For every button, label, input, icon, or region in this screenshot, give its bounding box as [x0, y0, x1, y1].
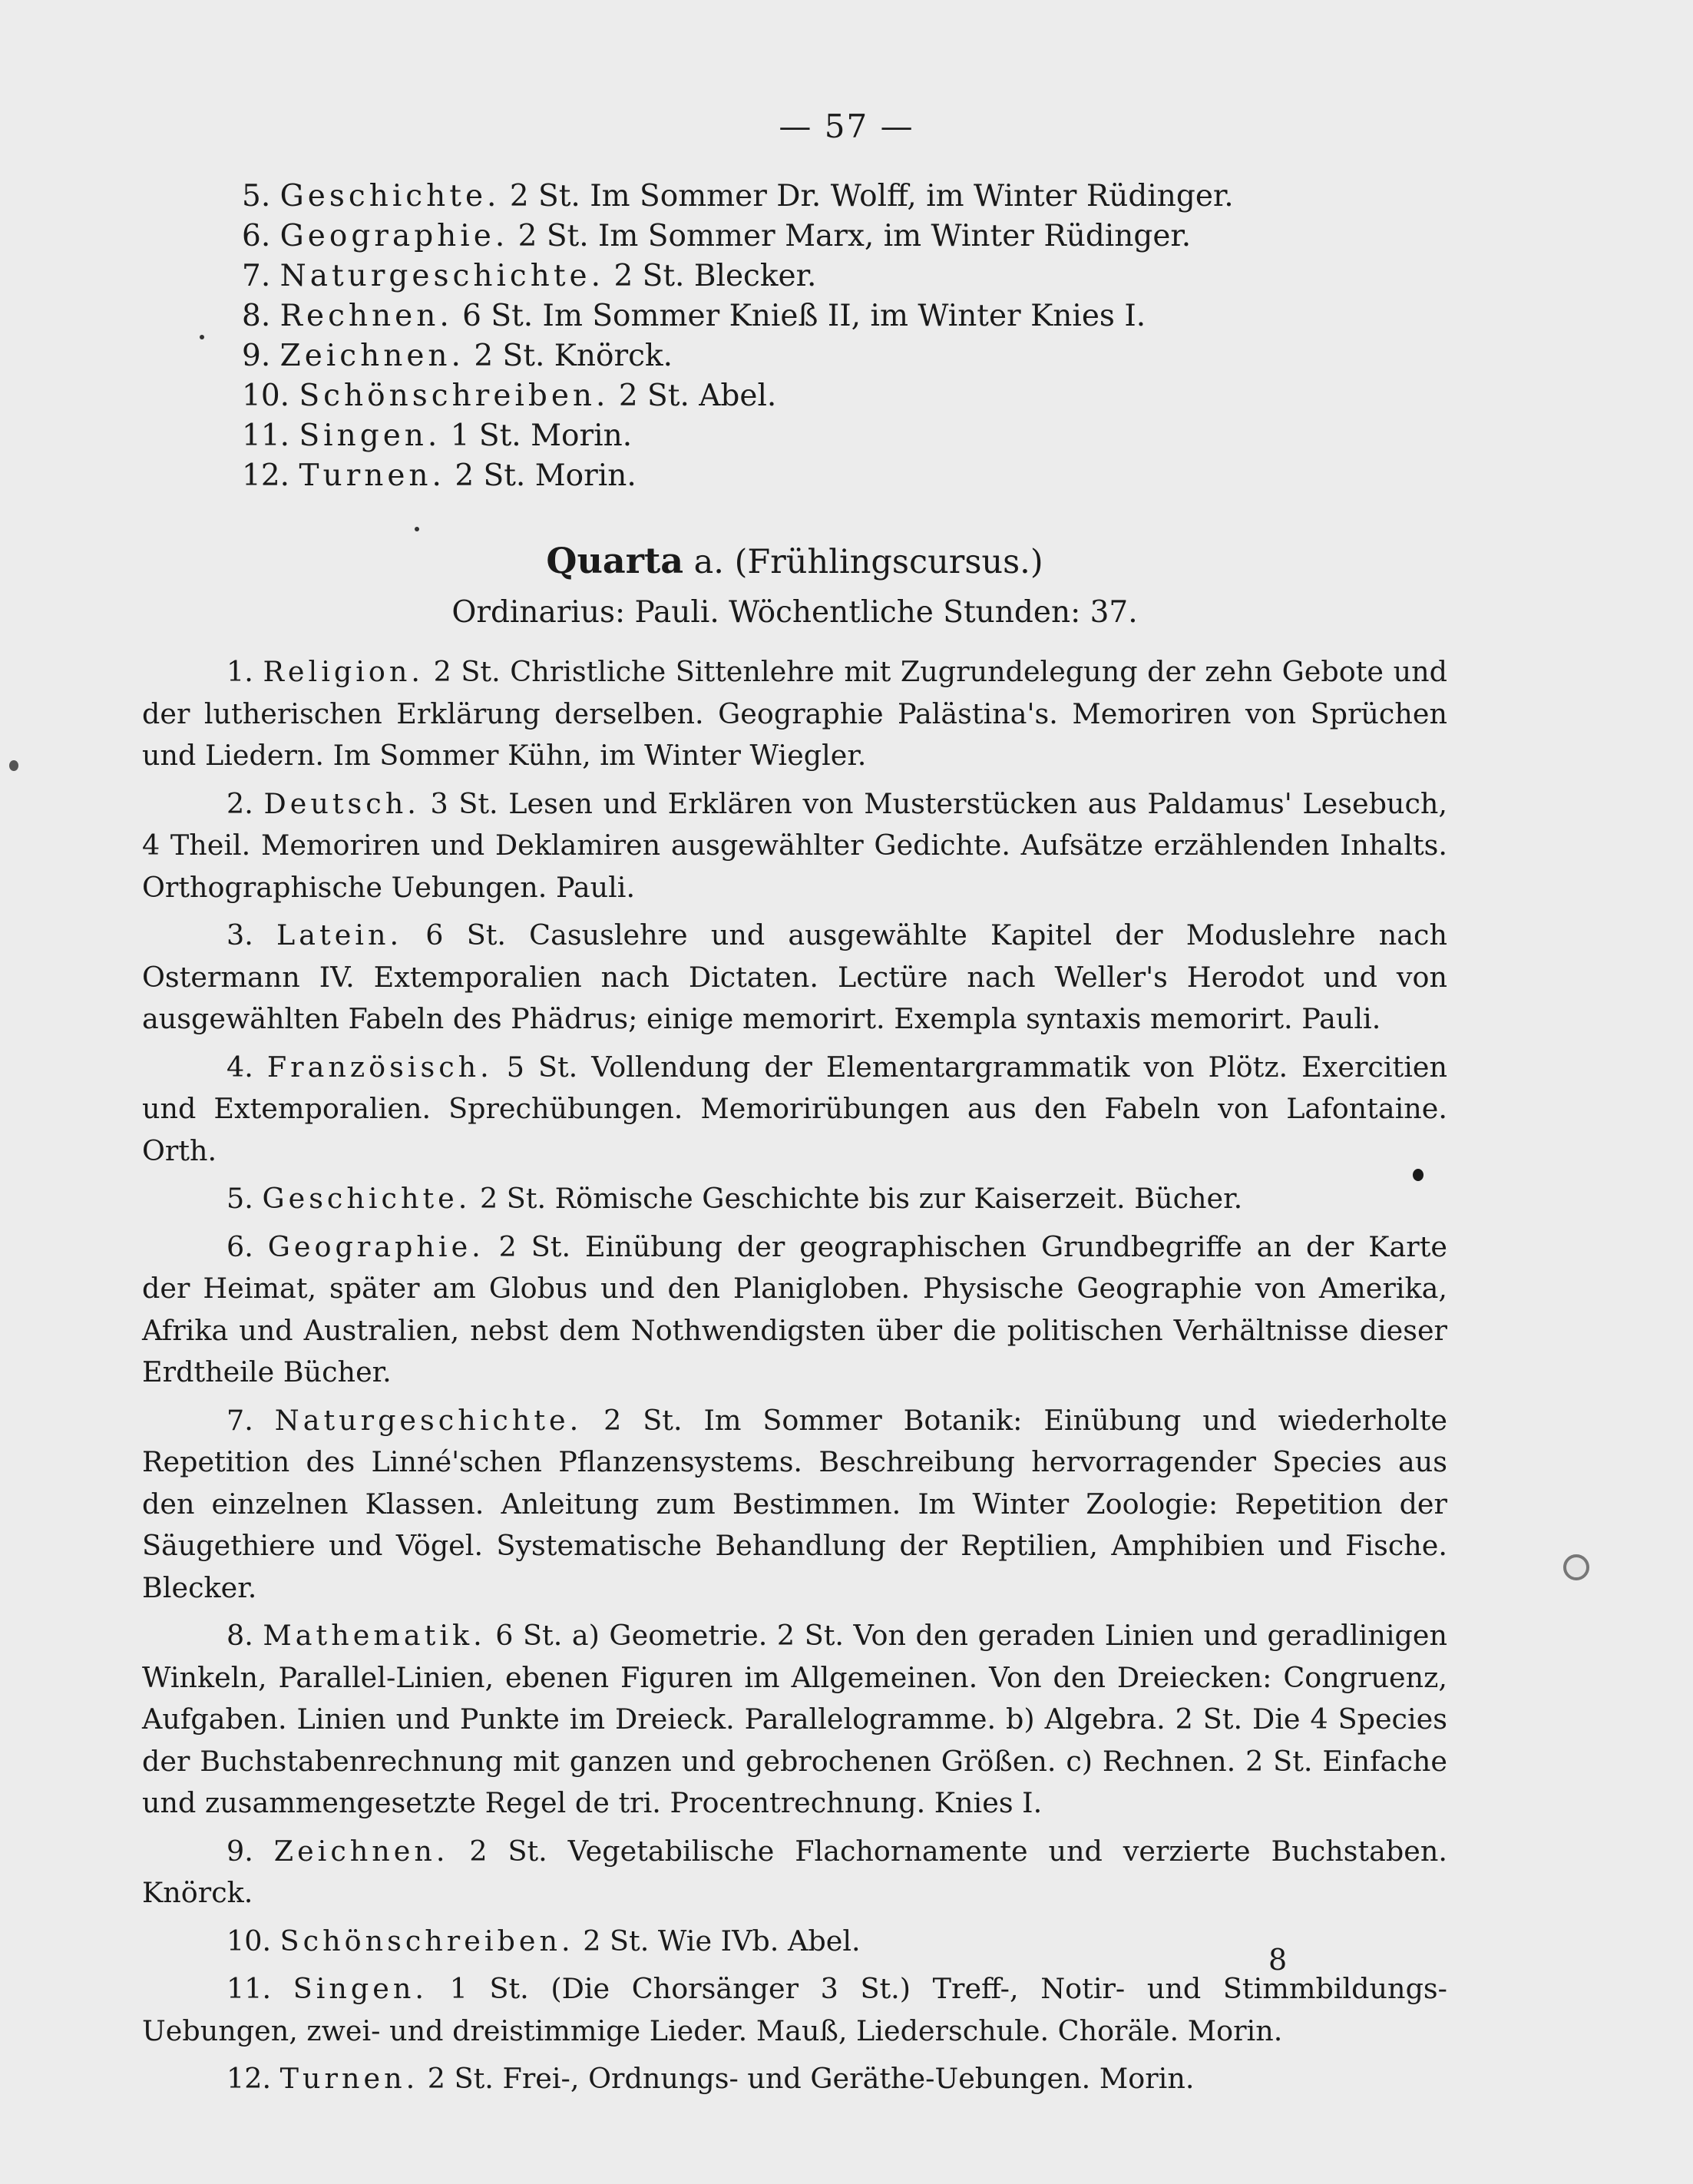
subject-name: Zeichnen.	[273, 1834, 449, 1868]
list-item: 7. Naturgeschichte. 2 St. Blecker.	[242, 259, 817, 293]
list-item: 8. Rechnen. 6 St. Im Sommer Knieß II, im Winter Knies I.	[242, 299, 1146, 333]
section-heading	[142, 539, 1447, 584]
paper-hole	[1563, 1554, 1589, 1580]
list-item: 12. Turnen. 2 St. Morin.	[242, 458, 637, 493]
subject-name: Naturgeschichte.	[274, 1403, 583, 1437]
subject-paragraph: 11. Singen. 1 St. (Die Chorsänger 3 St.) Treff-, Notir- und Stimmbildungs-Uebungen, zwei- und dreistimmige Lieder. Mauß, Liederschule. Choräle. Morin.	[142, 1972, 1447, 2047]
subject-name: Naturgeschichte.	[279, 259, 605, 293]
list-item: 10. Schönschreiben. 2 St. Abel.	[242, 379, 777, 413]
list-item: 6. Geographie. 2 St. Im Sommer Marx, im Winter Rüdinger.	[242, 219, 1192, 253]
subject-name: Religion.	[263, 655, 424, 688]
list-item: 11. Singen. 1 St. Morin.	[242, 419, 633, 453]
subject-name: Schönschreiben.	[299, 379, 610, 413]
subject-name: Latein.	[276, 918, 403, 951]
list-item: 5. Geschichte. 2 St. Im Sommer Dr. Wolff, im Winter Rüdinger.	[242, 179, 1234, 213]
section-heading-main: Quarta	[546, 540, 683, 581]
subject-name: Rechnen.	[279, 299, 453, 333]
signature-mark: 8	[1268, 1943, 1288, 1977]
subject-name: Geschichte.	[262, 1182, 471, 1215]
subject-name: Schönschreiben.	[279, 1924, 574, 1957]
subject-paragraph: 7. Naturgeschichte. 2 St. Im Sommer Botanik: Einübung und wiederholte Repetition des Linné'schen Pflanzensystems. Beschreibung hervorragender Species aus den einzelnen Klassen. Anleitung zum Bestimmen. Im Winter Zoologie: Repetition der Säugethiere und Vögel. Systematische Behandlung der Reptilien, Amphibien und Fische. Blecker.	[142, 1403, 1447, 1604]
subject-paragraph: 10. Schönschreiben. 2 St. Wie IVb. Abel.	[227, 1924, 861, 1957]
section-heading-rest: a. (Frühlingscursus.)	[683, 543, 1043, 581]
subject-name: Geographie.	[279, 219, 509, 253]
subject-name: Zeichnen.	[279, 339, 465, 373]
subject-paragraph: 6. Geographie. 2 St. Einübung der geographischen Grundbegriffe an der Karte der Heimat, später am Globus und den Planigloben. Physische Geographie von Amerika, Afrika und Australien, nebst dem Nothwendigsten über die politischen Verhältnisse dieser Erdtheile Bücher.	[142, 1229, 1447, 1388]
subject-name: Geschichte.	[279, 179, 501, 213]
subject-paragraph: 4. Französisch. 5 St. Vollendung der Elementargrammatik von Plötz. Exercitien und Extemporalien. Sprechübungen. Memorirübungen aus den Fabeln von Lafontaine. Orth.	[142, 1050, 1447, 1167]
subject-name: Mathematik.	[263, 1619, 486, 1652]
subject-paragraph: 3. Latein. 6 St. Casuslehre und ausgewählte Kapitel der Moduslehre nach Ostermann IV. Extemporalien nach Dictaten. Lectüre nach Weller's Herodot und von ausgewählten Fabeln des Phädrus; einige memorirt. Exempla syntaxis memorirt. Pauli.	[142, 918, 1447, 1035]
subject-paragraph: 5. Geschichte. 2 St. Römische Geschichte bis zur Kaiserzeit. Bücher.	[227, 1182, 1243, 1215]
list-item: 9. Zeichnen. 2 St. Knörck.	[242, 339, 673, 373]
ink-speck	[415, 527, 419, 531]
ink-speck	[1413, 1169, 1424, 1181]
subject-name: Singen.	[299, 419, 441, 453]
subject-name: Turnen.	[299, 458, 445, 493]
subject-paragraph: 1. Religion. 2 St. Christliche Sittenlehre mit Zugrundelegung der zehn Gebote und der lutherischen Erklärung derselben. Geographie Palästina's. Memoriren von Sprüchen und Liedern. Im Sommer Kühn, im Winter Wiegler.	[142, 655, 1447, 772]
subject-name: Geographie.	[267, 1229, 484, 1263]
subject-name: Singen.	[293, 1972, 428, 2005]
subject-name: Deutsch.	[263, 786, 420, 820]
ink-speck	[9, 760, 18, 771]
subject-paragraph: 8. Mathematik. 6 St. a) Geometrie. 2 St. Von den geraden Linien und geradlinigen Winkeln, Parallel-Linien, ebenen Figuren im Allgemeinen. Von den Dreiecken: Congruenz, Aufgaben. Linien und Punkte im Dreieck. Parallelogramme. b) Algebra. 2 St. Die 4 Species der Buchstabenrechnung mit ganzen und gebrochenen Größen. c) Rechnen. 2 St. Einfache und zusammengesetzte Regel de tri. Procentrechnung. Knies I.	[142, 1619, 1447, 1819]
continued-subject-list	[242, 177, 1447, 496]
subject-name: Turnen.	[279, 2062, 419, 2095]
page-number: — 57 —	[779, 108, 914, 145]
subject-paragraph: 9. Zeichnen. 2 St. Vegetabilische Flachornamente und verzierte Buchstaben. Knörck.	[142, 1834, 1448, 1909]
ordinarius-line: Ordinarius: Pauli. Wöchentliche Stunden: 37.	[451, 595, 1138, 630]
subject-paragraph: 12. Turnen. 2 St. Frei-, Ordnungs- und Geräthe-Uebungen. Morin.	[227, 2062, 1195, 2095]
subject-paragraph: 2. Deutsch. 3 St. Lesen und Erklären von Musterstücken aus Paldamus' Lesebuch, 4 Theil. Memoriren und Deklamiren ausgewählter Gedichte. Aufsätze erzählenden Inhalts. Orthographische Uebungen. Pauli.	[142, 786, 1447, 904]
subject-paragraphs	[142, 651, 1447, 2100]
subject-name: Französisch.	[266, 1050, 493, 1084]
text-body	[142, 177, 1447, 2106]
ink-speck	[200, 335, 204, 339]
